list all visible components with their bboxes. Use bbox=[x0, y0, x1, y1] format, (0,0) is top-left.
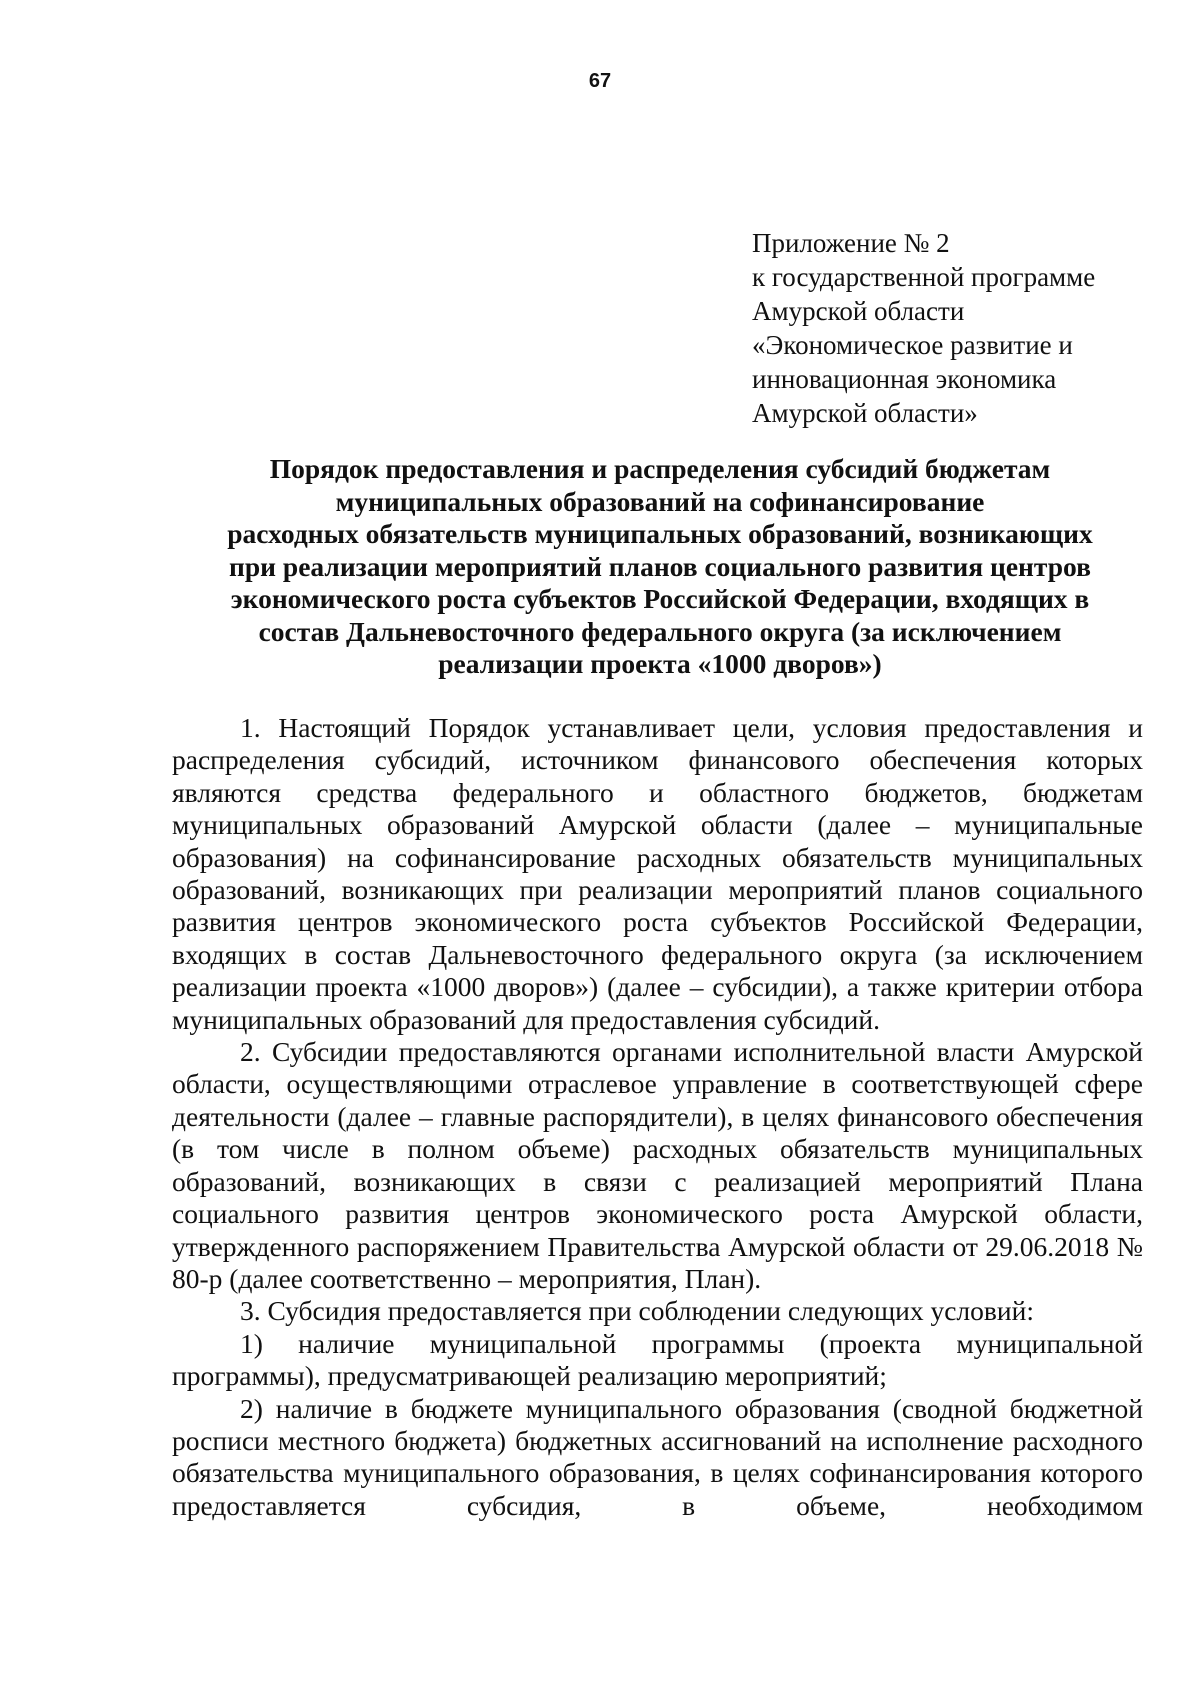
appendix-line: Амурской области» bbox=[752, 398, 978, 428]
paragraph-2: 2. Субсидии предоставляются органами исполнительной власти Амурской области, осуществляющими отраслевое управление в соответствующей сфере деятельности (далее – главные распорядители), в целях финансового обеспечения (в том числе в полном объеме) расходных обязательств муниципальных образований, возникающих в связи с реализацией мероприятий Плана социального развития центров экономического роста Амурской области, утвержденного распоряжением Правительства Амурской области от 29.06.2018 № 80-р (далее соответственно – мероприятия, План). bbox=[172, 1036, 1143, 1294]
title-line: реализации проекта «1000 дворов») bbox=[438, 648, 882, 679]
document-body bbox=[172, 712, 1143, 1522]
page-number: 67 bbox=[588, 70, 612, 92]
appendix-line: инновационная экономика bbox=[752, 364, 1057, 394]
appendix-line: Амурской области bbox=[752, 296, 965, 326]
title-line: при реализации мероприятий планов социального развития центров bbox=[229, 550, 1091, 582]
appendix-header bbox=[752, 226, 1172, 430]
title-line: экономического роста субъектов Российской Федерации, входящих в bbox=[230, 583, 1090, 614]
title-line: Порядок предоставления и распределения субсидий бюджетам bbox=[269, 453, 1051, 484]
paragraph-1: 1. Настоящий Порядок устанавливает цели, условия предоставления и распределения субсидий, источником финансового обеспечения которых являются средства федерального и областного бюджетов, бюджетам муниципальных образований Амурской области (далее – муниципальные образования) на софинансирование расходных обязательств муниципальных образований, возникающих при реализации мероприятий планов социального развития центров экономического роста субъектов Российской Федерации, входящих в состав Дальневосточного федерального округа (за исключением реализации проекта «1000 дворов») (далее – субсидии), а также критерии отбора муниципальных образований для предоставления субсидий. bbox=[172, 712, 1143, 1035]
appendix-line: Приложение № 2 bbox=[752, 228, 950, 258]
appendix-line: к государственной программе bbox=[752, 262, 1096, 292]
appendix-line: «Экономическое развитие и bbox=[752, 330, 1073, 360]
paragraph-3: 3. Субсидия предоставляется при соблюдении следующих условий: bbox=[240, 1295, 1034, 1327]
paragraph-3-item-2: 2) наличие в бюджете муниципального образования (сводной бюджетной росписи местного бюджета) бюджетных ассигнований на исполнение расходного обязательства муниципального образования, в целях софинансирования которого предоставляется субсидия, в объеме, необходимом bbox=[172, 1392, 1143, 1521]
title-line: расходных обязательств муниципальных образований, возникающих bbox=[227, 518, 1093, 549]
title-line: муниципальных образований на софинансирование bbox=[335, 485, 985, 517]
document-title bbox=[170, 453, 1150, 681]
paragraph-3-item-1: 1) наличие муниципальной программы (проекта муниципальной программы), предусматривающей реализацию мероприятий; bbox=[172, 1327, 1143, 1392]
title-line: состав Дальневосточного федерального округа (за исключением bbox=[258, 615, 1062, 647]
